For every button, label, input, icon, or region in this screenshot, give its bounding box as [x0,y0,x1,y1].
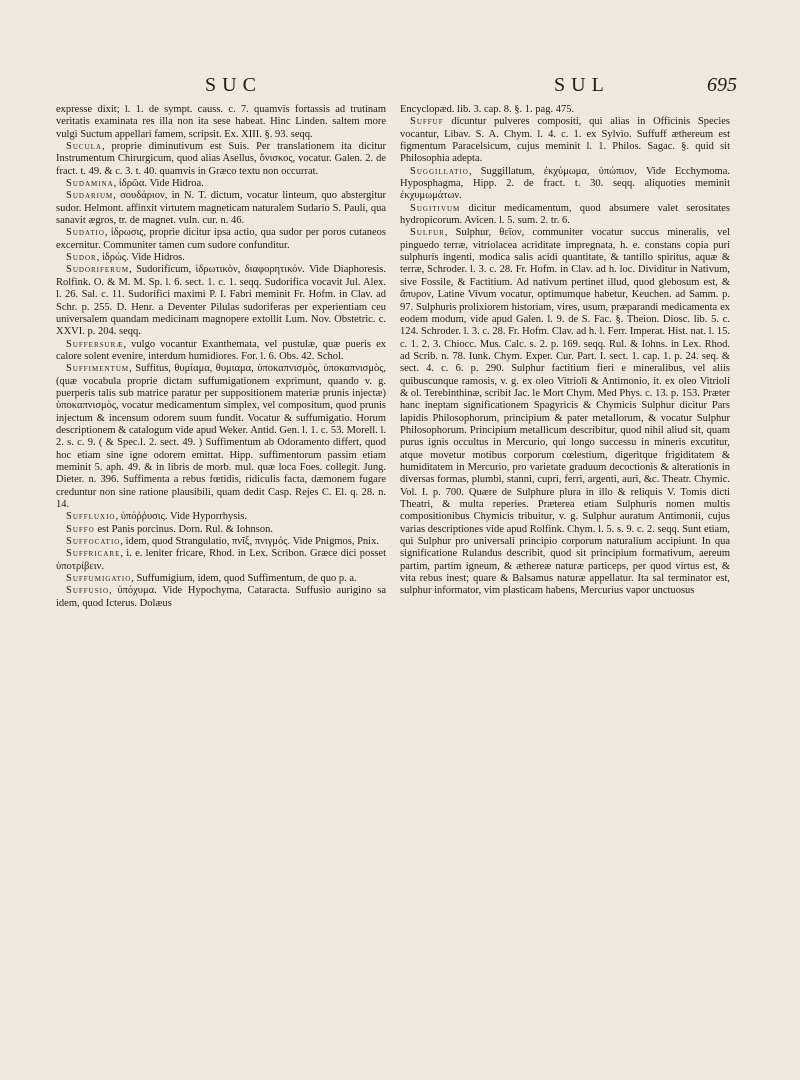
entry-text: , Sudorificum, ἱδρωτικὸν, διαφορητικόν. Vide Diaphoresis. Rolfink. O. & M. M. Sp. l. 6. sect. 1. c. 1. seqq. Sudorifica vocavit Jul. Alex. l. 26. Sal. c. 11. Sudorifici maximi P. I. Fabri meminit Fr. Hofm. in Clav. ad Schr. p. 255. D. Henr. a Deventer Pilulas sudoriferas per experientiam ceu universalem quandam medicinam magnopere extollit Lum. Nov. Obstetric. c. XXVI. p. 204. seqq. [56,264,386,338]
entry-text: dicuntur pulveres compositi, qui alias in Officinis Species vocantur, Libav. S. A. Chym. l. 4. c. 1. ex Sylvio. Suffuff æthereum est figmentum Paracelsicum, cujus meminit l. 1. Philos. Sagac. §. quid sit Philosophia adepta. [400,116,730,165]
entry-text: , i. e. leniter fricare, Rhod. in Lex. Scribon. Græce dici posset ὑποτρίβειν. [56,548,386,572]
entry-headword: Suffricare [66,548,121,560]
entry-headword: Suffusio [66,585,110,597]
entry-text: , ἱδρῶα. Vide Hidroa. [113,178,204,190]
dictionary-entry [56,573,386,585]
entry-headword: Sucula [66,141,102,153]
dictionary-entry [56,227,386,252]
running-head-left: SUC [205,74,262,96]
dictionary-entry [56,252,386,264]
entry-text: , vulgo vocantur Exanthemata, vel pustulæ, quæ pueris ex calore solent evenire, interdum humidiores. For. l. 6. Obs. 42. Schol. [56,338,386,362]
entry-headword: Sudor [66,252,97,264]
entry-headword: Suffumigatio [66,573,132,585]
entry-headword: Sudamina [66,178,114,190]
entry-headword: Sugitivum [410,202,461,214]
left-column [56,104,386,1070]
dictionary-entry [400,104,730,116]
dictionary-entry [56,511,386,523]
entry-headword: Sudarium [66,190,114,202]
page-number: 695 [707,74,737,96]
dictionary-entry [56,548,386,573]
entry-text: , proprie diminutivum est Suis. Per translationem ita dicitur Instrumentum Chirurgicum, quod alias Asellus, ὄνισκος, vocatur. Galen. 2. de fract. t. 49. & c. 3. t. 40. quamvis in Græco textu non occurrat. [56,141,386,177]
entry-headword: Suffo [66,523,95,535]
entry-headword: Suffersuræ [66,338,124,350]
entry-text: , Suffumigium, idem, quod Suffimentum, de quo p. a. [131,573,357,585]
dictionary-entry [56,524,386,536]
dictionary-entry [56,264,386,338]
entry-headword: Sulfur [410,227,445,239]
entry-headword: Suffocatio [66,536,121,548]
entry-text: expresse dixit; l. 1. de sympt. causs. c. 7. quamvis fortassis ad trutinam veritatis examinata res illa non ita sese habeat. Hinc Linden. saltem more vulgi Suctum appellari famem, scripsit. Ex. XIII. §. 93. seqq. [56,104,386,140]
entry-text: , ὑπόχυμα. Vide Hypochyma, Cataracta. Suffusio aurigino sa idem, quod Icterus. Dolæus [56,585,386,609]
entry-text: , Suffitus, θυμίαμα, θυμιαμα, ὑποκαπνισμὸς, ὑποκαπνισμὸς, (quæ vocabula proprie dictam suffumigationem exprimunt, quando v. g. puerperis talis sub matrice paratur per suppositionem materiæ prunis injectæ) ὑποκαπνισμὸς, vocatur medicamentum simplex, vel compositum, quod prunis injectum & incensum odorem suum fundit. Vocatur & suffumigatio. Horum descriptionem & catalogum vide apud Weker. Antid. Gen. l. 1. c. 53. Morell. l. 2. s. c. 9. ( & Spec.l. 2. sect. 49. ) Suffimentum ab Odoramento differt, quod hoc etiam sine igne odorem emittat. Hipp. suffimentorum passim etiam meminit 5. aph. 49. & in libris de morb. mul. quæ loca Foes. collegit. Jung. Dieter. n. 396. Suffimenta a rebus fœtidis, ridiculis facta, dæmonem fugare creduntur non sine ratione plausibili, quam dedit Casp. Rejes C. El. q. 28. n. 14. [56,363,386,510]
entry-headword: Suffluxio [66,511,116,523]
entry-text: , Suggillatum, ἐκχύμωμα, ὑπώπιον, Vide Ecchymoma. Hyposphagma, Hipp. 2. de fract. t. 30. seqq. aliquoties meminit ἐκχυμωμάτων. [400,165,730,202]
running-head [0,74,800,104]
entry-text: , ἱδρωσις, proprie dicitur ipsa actio, qua sudor per poros cutaneos excernitur. Communiter tamen cum sudore confunditur. [56,227,386,251]
dictionary-entry [400,227,730,597]
entry-text: Encyclopæd. lib. 3. cap. 8. §. 1. pag. 475. [400,104,575,115]
entry-headword: Sudoriferum [66,264,130,276]
entry-text: , idem, quod Strangulatio, πνῖξ, πνιγμός. Vide Pnigmos, Pnix. [120,536,379,548]
entry-text: , ἱδρώς. Vide Hidros. [96,252,185,264]
dictionary-entry [56,363,386,511]
entry-text: dicitur medicamentum, quod absumere valet serositates hydropicorum. Avicen. l. 5. sum. 2. tr. 6. [400,202,730,227]
right-column [400,104,730,1070]
dictionary-entry [56,141,386,178]
entry-headword: Suffuf [410,116,444,128]
dictionary-entry [56,104,386,141]
dictionary-entry [56,585,386,610]
entry-headword: Suggillatio [410,165,469,177]
entry-text: est Panis porcinus. Dorn. Rul. & Iohnson. [94,523,273,535]
dictionary-entry [400,166,730,203]
entry-text: , ὑπόῤῥυσις. Vide Hyporrhysis. [115,511,247,523]
running-head-right: SUL [554,74,610,96]
entry-text: , σουδάριον, in N. T. dictum, vocatur linteum, quo abstergitur sudor. Helmont. affinxit virtutem magneticam naturalem Sudario S. Pauli, qua sanavit ægros, tr. de magnet. vuln. cur. n. 46. [56,190,386,227]
dictionary-entry [400,203,730,228]
entry-headword: Suffimentum [66,363,130,375]
dictionary-entry [56,178,386,190]
dictionary-entry [56,190,386,227]
dictionary-entry [56,536,386,548]
entry-text: , Sulphur, θεῖον, communiter vocatur succus mineralis, vel pinguedo terræ, vitriolacea acriditate impregnata, h. e. constans copia puri sulphuris ingenti, modica salis acidi quantitate, & tantillo spiritus, aquæ & terræ, Schroder. l. 3. c. 28. Fr. Hofm. in Clav. ad h. loc. Dividitur in Nativum, sive Fossile, & Factitium. Ad nativum pertinet illud, quod glebosum est, & ἄπυρον, Latine Vivum vocatur, optimumque habetur, Keuchen. ad Samm. p. 97. Sulphuris prolixiorem historiam, vires, usum, præparandi medicamenta ex eodem modum, vide apud Galen. l. 9. de S. Fac. §. Theion. Diosc. lib. 5. c. 124. Schroder. l. 3. c. 28. Fr. Hofm. Clav. ad h. l. Ferr. Imperat. Hist. nat. l. 15. c. 1. 2. 3. Chiocc. Mus. Calc. s. 2. p. 169. seqq. Rul. & Iohns. in Lex. Rhod. ad Scrib. n. 78. Iunk. Chym. Exper. Cur. Part. I. sect. 1. cap. 1. p. 24. seq. & sect. 4. c. 6. p. 290. Sulphur factitium fieri e mineralibus, vel aliis quibuscunque ramosis, v. g. ex oleo Vitrioli & Antimonio, it. ex oleo Vitrioli & ol. Terebinthinæ, scribit Jac. le Mort Chym. Med Phys. c. 13. p. 153. Præter hanc ineptam significationem Spagyricis & Chymicis Sulphur dicitur Pars lapidis Philosophorum, principium & pater metallorum, & vocatur Sulphur Philosophorum. Principium metallicum describitur, quod nihil aliud sit, quam purus ignis occultus in Mercurio, qui longo successu in mineris excutitur, atque movetur motibus corporum cœlestium, digeritque frigiditatem & humiditatem in Mercurio, pro varietate graduum decoctionis & alterationis in diversas formas, plumbi, stanni, cupri, ferri, argenti, auri, &c. Theatr. Chymic. Vol. I. p. 700. Quære de Sulphure plura in illo & reliquis V. Tomis dicti Theatri, & multa reperies. Præterea etiam Sulphuris nomen multis compositionibus Chymicis tribuitur, v. g. Sulphur auratum Antimonii, cujus varias descriptiones vide apud Rolfink. Chym. l. 5. s. 9. c. 2. seqq. Sunt etiam, qui Sulphur pro universali principio corporum naturalium accipiunt. In qua significatione Rulandus describit, quod sit principium formativum, aereum partim, partim igneum, & æthereæ naturæ particeps, per quod virtus est, & vita rebus inest; quare & Balsamus naturæ appellatur. Ita sal terminator est, sulphur informator, vim plasticam habens, Mercurius vapor unctuosus [400,227,730,597]
dictionary-entry [400,116,730,165]
dictionary-entry [56,339,386,364]
entry-headword: Sudatio [66,227,105,239]
